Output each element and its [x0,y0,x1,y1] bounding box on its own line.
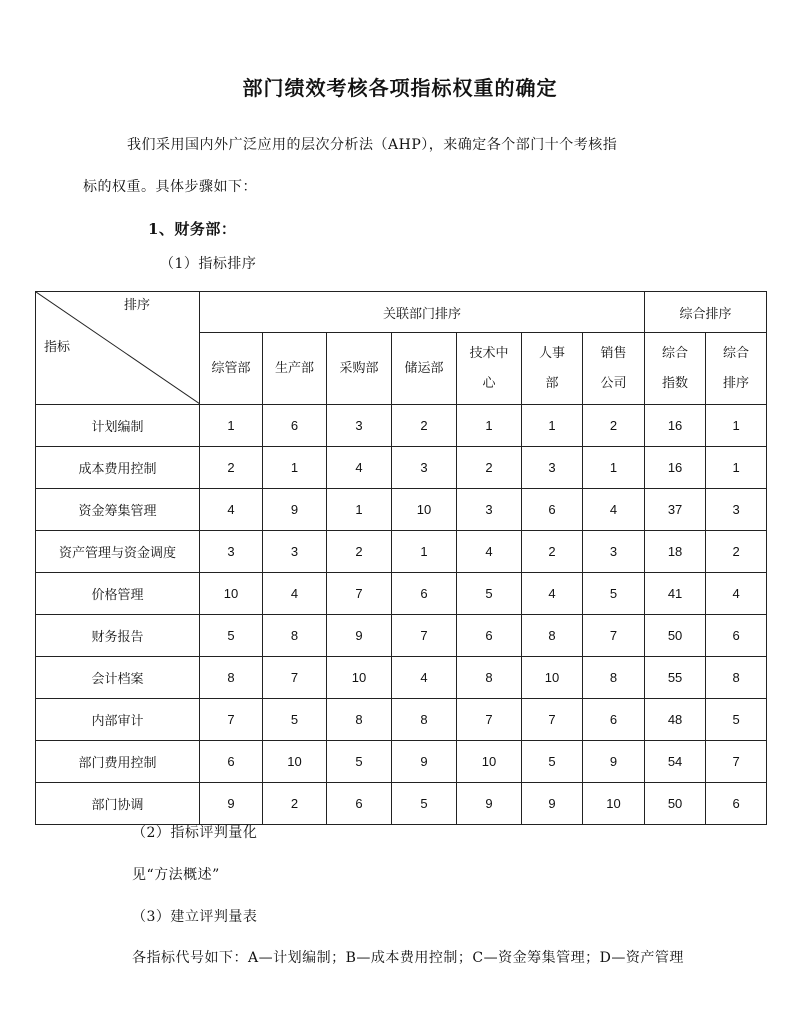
table-cell: 5 [457,573,522,615]
table-cell: 10 [457,741,522,783]
column-header-line: 综合 [723,345,750,361]
step-note-method: 见“方法概述” [132,867,220,883]
table-cell: 2 [392,405,457,447]
table-cell: 55 [645,657,706,699]
column-header [457,333,522,405]
table-cell: 18 [645,531,706,573]
table-cell: 4 [457,531,522,573]
row-label: 价格管理 [36,573,200,615]
table-row [36,783,767,825]
table-cell: 1 [392,531,457,573]
table-row [36,447,767,489]
table-row [36,489,767,531]
table-cell: 7 [392,615,457,657]
table-cell: 10 [200,573,263,615]
column-header-line: 生产部 [274,360,314,376]
document-title: 部门绩效考核各项指标权重的确定 [242,76,558,100]
table-cell: 5 [263,699,327,741]
table-cell: 54 [645,741,706,783]
table-cell: 5 [327,741,392,783]
table-cell: 6 [392,573,457,615]
table-cell: 7 [583,615,645,657]
table-cell: 7 [522,699,583,741]
table-cell: 41 [645,573,706,615]
table-cell: 2 [706,531,767,573]
indicator-codes-line: 各指标代号如下：A—计划编制；B—成本费用控制；C—资金筹集管理；D—资产管理 [132,950,684,966]
table-header-row [36,292,767,333]
column-header [200,333,263,405]
table-cell: 7 [706,741,767,783]
table-cell: 8 [327,699,392,741]
table-cell: 16 [645,447,706,489]
table-cell: 10 [327,657,392,699]
column-header-line: 部 [545,375,559,391]
table-cell: 9 [263,489,327,531]
table-cell: 1 [200,405,263,447]
table-cell: 9 [392,741,457,783]
table-cell: 10 [583,783,645,825]
table-cell: 5 [522,741,583,783]
table-cell: 2 [583,405,645,447]
row-label: 财务报告 [36,615,200,657]
table-cell: 8 [706,657,767,699]
row-label: 资金筹集管理 [36,489,200,531]
table-cell: 1 [706,405,767,447]
row-label: 部门协调 [36,783,200,825]
table-cell: 4 [327,447,392,489]
step-heading-ranking: （1）指标排序 [160,256,257,272]
row-label: 成本费用控制 [36,447,200,489]
table-row [36,741,767,783]
table-cell: 5 [583,573,645,615]
column-header-line: 人事 [538,345,565,361]
table-cell: 9 [200,783,263,825]
column-header [392,333,457,405]
corner-label-ranking: 排序 [124,298,151,313]
table-cell: 4 [706,573,767,615]
table-cell: 50 [645,783,706,825]
table-cell: 1 [457,405,522,447]
table-cell: 3 [583,531,645,573]
row-label: 内部审计 [36,699,200,741]
table-cell: 7 [457,699,522,741]
table-row [36,405,767,447]
column-header-line: 综合 [662,345,689,361]
table-cell: 2 [457,447,522,489]
column-header-line: 采购部 [339,360,379,376]
table-cell: 7 [327,573,392,615]
table-row [36,699,767,741]
column-header-line: 销售 [600,345,627,361]
column-header-line: 公司 [600,375,627,391]
column-header-line: 综管部 [211,360,251,376]
table-cell: 1 [583,447,645,489]
table-cell: 6 [583,699,645,741]
table-cell: 9 [457,783,522,825]
table-cell: 3 [392,447,457,489]
table-cell: 1 [706,447,767,489]
table-cell: 48 [645,699,706,741]
table-cell: 10 [522,657,583,699]
table-cell: 10 [392,489,457,531]
table-cell: 3 [200,531,263,573]
table-cell: 9 [583,741,645,783]
table-cell: 4 [263,573,327,615]
table-cell: 16 [645,405,706,447]
column-header [583,333,645,405]
table-cell: 9 [522,783,583,825]
column-header-line: 心 [482,375,496,391]
step-heading-scale: （3）建立评判量表 [132,909,258,925]
table-cell: 6 [706,783,767,825]
table-row [36,657,767,699]
ranking-table [35,291,767,825]
table-cell: 37 [645,489,706,531]
step-heading-quantify: （2）指标评判量化 [132,825,258,841]
table-cell: 6 [706,615,767,657]
table-cell: 1 [263,447,327,489]
table-cell: 8 [200,657,263,699]
table-cell: 5 [200,615,263,657]
table-cell: 7 [263,657,327,699]
table-cell: 4 [522,573,583,615]
table-cell: 5 [706,699,767,741]
table-cell: 10 [263,741,327,783]
column-header-line: 储运部 [404,360,444,376]
column-header [327,333,392,405]
column-header [645,333,706,405]
row-label: 会计档案 [36,657,200,699]
table-cell: 7 [200,699,263,741]
row-label: 计划编制 [36,405,200,447]
table-cell: 8 [583,657,645,699]
row-label: 资产管理与资金调度 [36,531,200,573]
table-cell: 3 [706,489,767,531]
corner-label-indicator: 指标 [44,340,71,355]
row-label: 部门费用控制 [36,741,200,783]
table-cell: 3 [263,531,327,573]
column-header [706,333,767,405]
table-cell: 9 [327,615,392,657]
column-header-line: 技术中 [469,345,509,361]
table-cell: 3 [457,489,522,531]
table-cell: 8 [392,699,457,741]
table-cell: 4 [200,489,263,531]
table-body [36,405,767,825]
header-overall-ranking: 综合排序 [645,292,767,333]
table-cell: 8 [457,657,522,699]
section-heading-finance: 1、财务部： [148,220,237,238]
table-cell: 8 [263,615,327,657]
table-corner-cell [36,292,200,405]
column-header [263,333,327,405]
table-cell: 6 [263,405,327,447]
table-cell: 3 [522,447,583,489]
table-cell: 6 [327,783,392,825]
intro-paragraph-line-1: 我们采用国内外广泛应用的层次分析法（AHP），来确定各个部门十个考核指 [127,137,618,153]
table-cell: 3 [327,405,392,447]
table-cell: 4 [392,657,457,699]
table-cell: 2 [522,531,583,573]
header-related-departments: 关联部门排序 [200,292,645,333]
table-cell: 1 [327,489,392,531]
table-cell: 6 [457,615,522,657]
table-cell: 50 [645,615,706,657]
column-header-line: 指数 [662,375,689,391]
table-cell: 2 [263,783,327,825]
table-cell: 1 [522,405,583,447]
table-cell: 2 [327,531,392,573]
table-row [36,573,767,615]
column-header-line: 排序 [723,375,750,391]
table-cell: 4 [583,489,645,531]
table-cell: 6 [200,741,263,783]
table-row [36,615,767,657]
table-cell: 2 [200,447,263,489]
table-cell: 5 [392,783,457,825]
intro-paragraph-line-2: 标的权重。具体步骤如下： [83,179,257,195]
table-row [36,531,767,573]
table-cell: 8 [522,615,583,657]
table-cell: 6 [522,489,583,531]
column-header [522,333,583,405]
